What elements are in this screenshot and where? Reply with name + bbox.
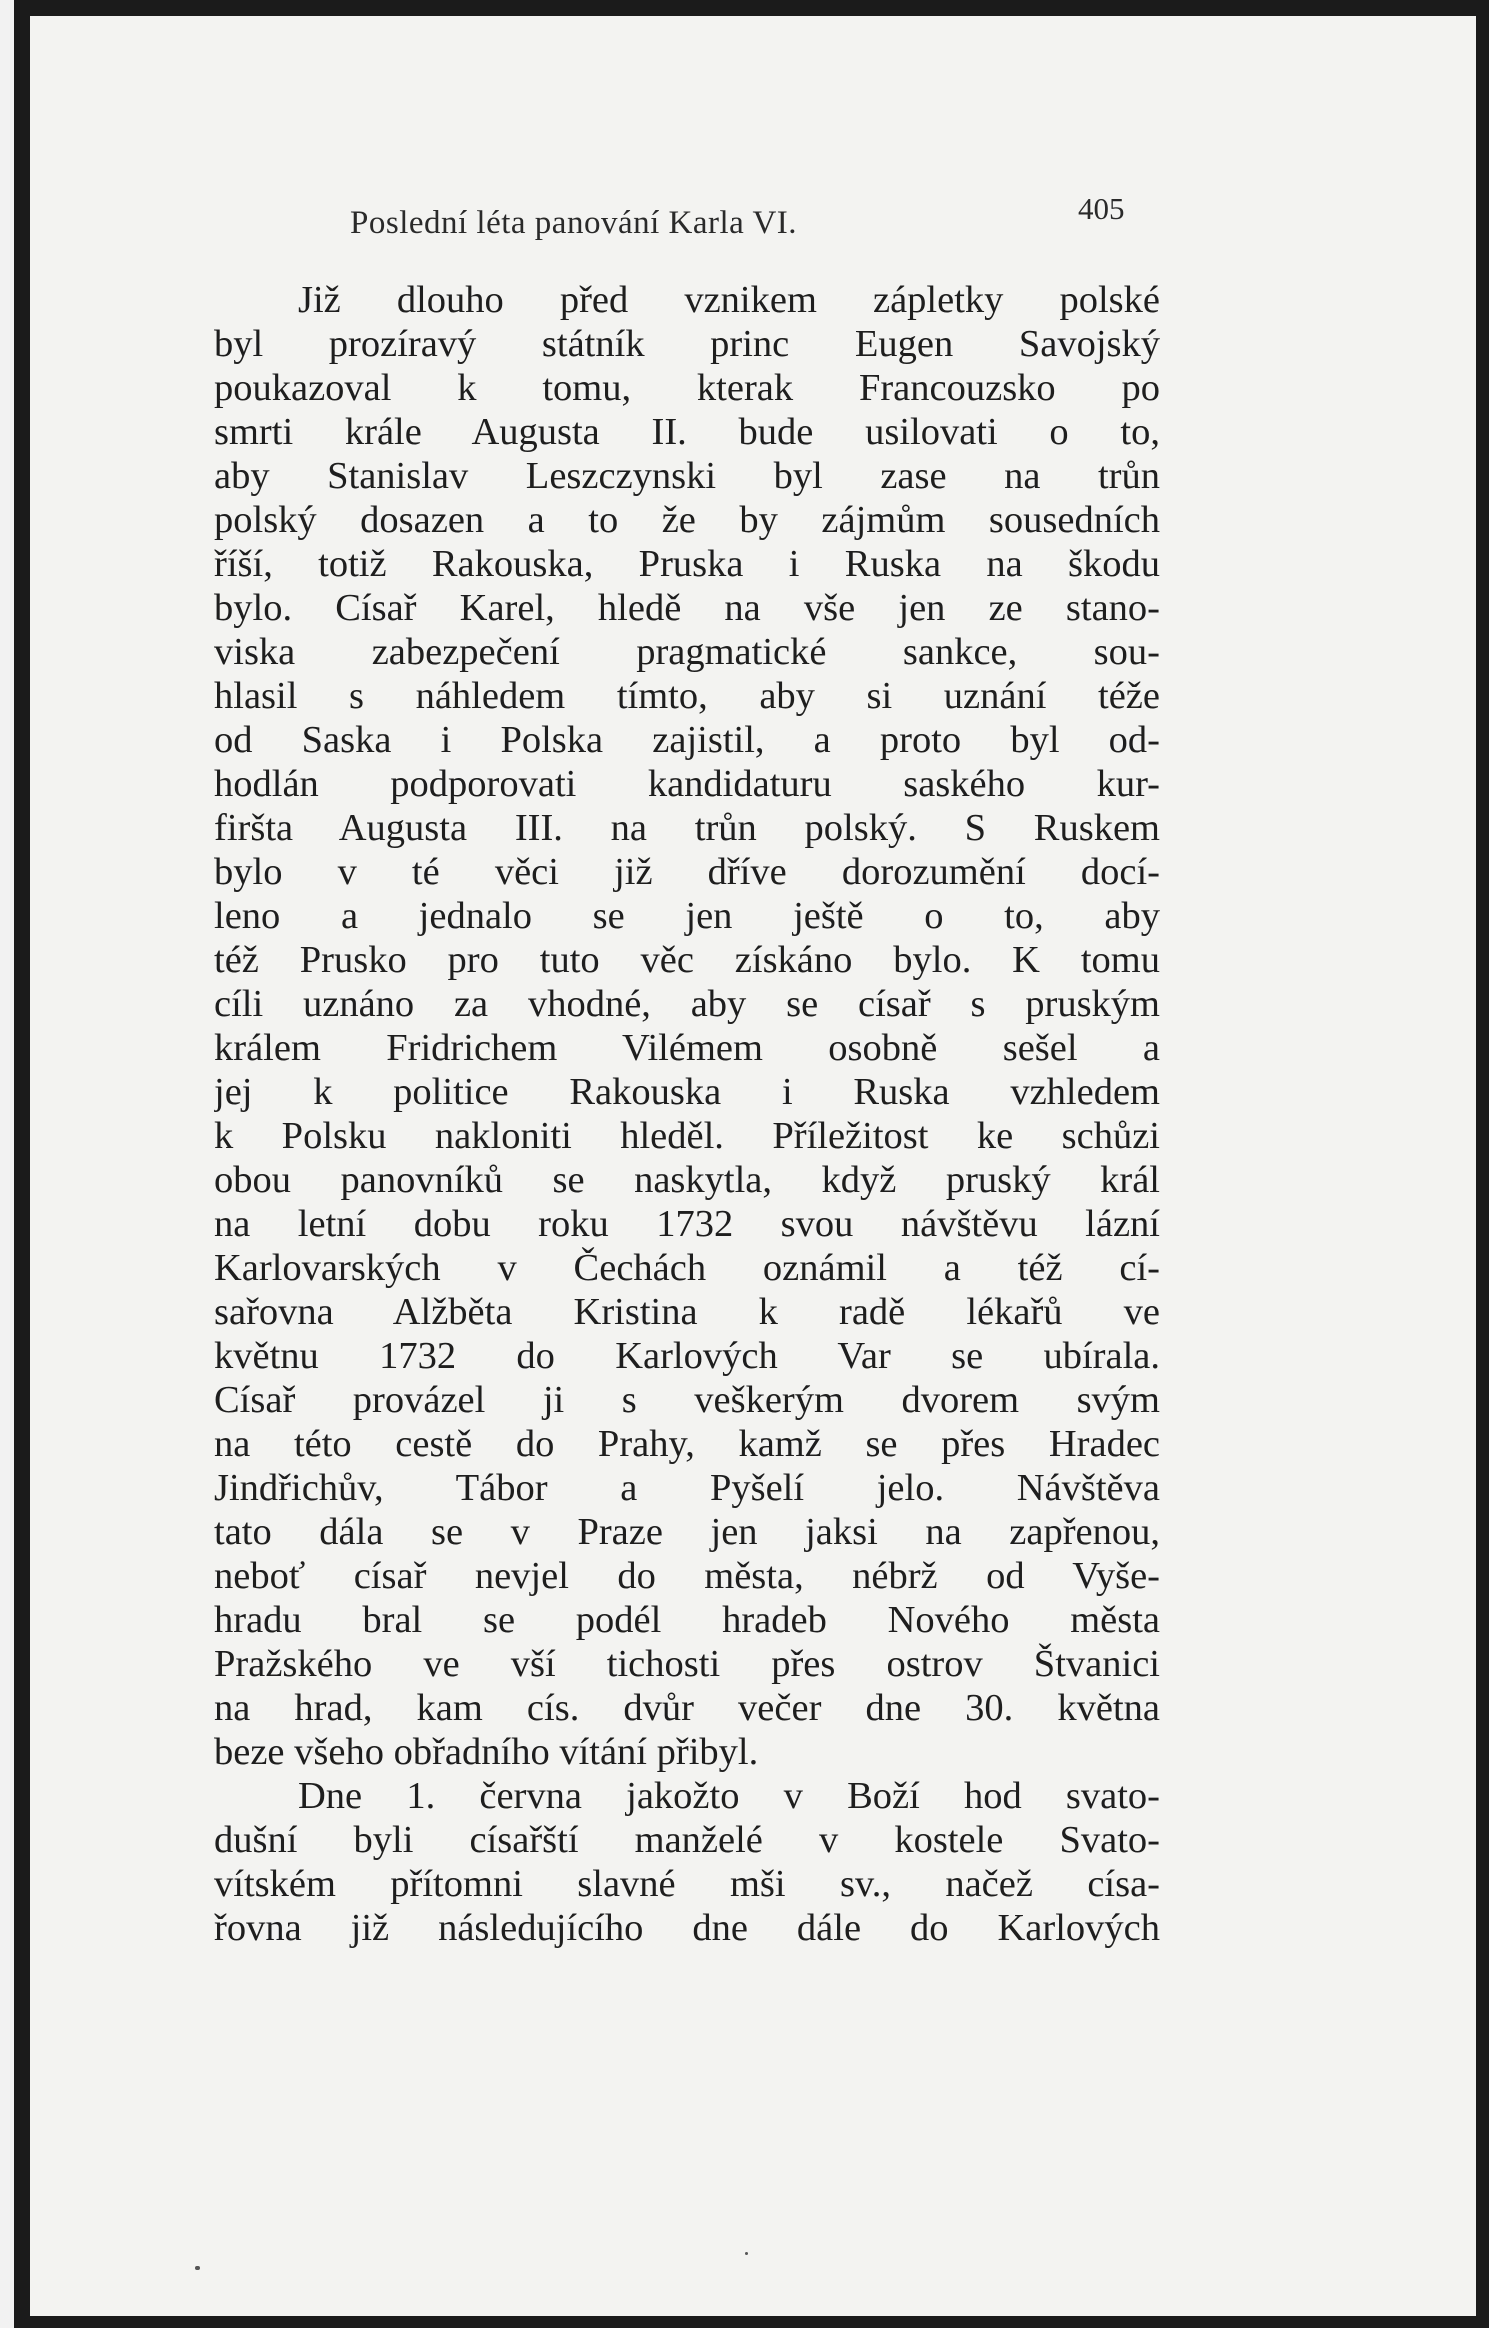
text-line: hodlán podporovati kandidaturu saského kur- (214, 763, 1160, 805)
text-line: květnu 1732 do Karlových Var se ubírala. (214, 1335, 1160, 1377)
text-line: Císař provázel ji s veškerým dvorem svým (214, 1379, 1160, 1421)
running-header (30, 191, 1476, 251)
text-line: bylo. Císař Karel, hledě na vše jen ze stano- (214, 587, 1160, 629)
text-line: byl prozíravý státník princ Eugen Savojský (214, 323, 1160, 365)
text-line: Pražského ve vší tichosti přes ostrov Štvanici (214, 1643, 1160, 1685)
text-line: od Saska i Polska zajistil, a proto byl od- (214, 719, 1160, 761)
text-line: Jindřichův, Tábor a Pyšelí jelo. Návštěva (214, 1467, 1160, 1509)
text-line: Karlovarských v Čechách oznámil a též cí- (214, 1247, 1160, 1289)
text-line: smrti krále Augusta II. bude usilovati o to, (214, 411, 1160, 453)
text-line: králem Fridrichem Vilémem osobně sešel a (214, 1027, 1160, 1069)
text-line: Již dlouho před vznikem zápletky polské (298, 279, 1160, 321)
running-title: Poslední léta panování Karla VI. (350, 205, 798, 241)
text-line: vítském přítomni slavné mši sv., načež císa- (214, 1863, 1160, 1905)
scan-speck (195, 2266, 200, 2270)
text-line: tato dála se v Praze jen jaksi na zapřenou, (214, 1511, 1160, 1553)
text-line: říší, totiž Rakouska, Pruska i Ruska na škodu (214, 543, 1160, 585)
text-line: na letní dobu roku 1732 svou návštěvu lázní (214, 1203, 1160, 1245)
page-number: 405 (1078, 191, 1125, 226)
text-line: beze všeho obřadního vítání přibyl. (214, 1731, 759, 1773)
text-line: dušní byli císařští manželé v kostele Svato- (214, 1819, 1160, 1861)
text-line: Dne 1. června jakožto v Boží hod svato- (298, 1775, 1160, 1817)
scan-speck (745, 2252, 748, 2255)
text-line: sařovna Alžběta Kristina k radě lékařů ve (214, 1291, 1160, 1333)
text-line: též Prusko pro tuto věc získáno bylo. K tomu (214, 939, 1160, 981)
text-line: poukazoval k tomu, kterak Francouzsko po (214, 367, 1160, 409)
text-line: cíli uznáno za vhodné, aby se císař s pruským (214, 983, 1160, 1025)
text-line: firšta Augusta III. na trůn polský. S Ruskem (214, 807, 1160, 849)
text-line: hradu bral se podél hradeb Nového města (214, 1599, 1160, 1641)
text-line: k Polsku nakloniti hleděl. Příležitost ke schůzi (214, 1115, 1160, 1157)
text-line: aby Stanislav Leszczynski byl zase na trůn (214, 455, 1160, 497)
text-line: obou panovníků se naskytla, když pruský král (214, 1159, 1160, 1201)
text-line: leno a jednalo se jen ještě o to, aby (214, 895, 1160, 937)
book-page (30, 16, 1476, 2316)
text-line: neboť císař nevjel do města, nébrž od Vyše- (214, 1555, 1160, 1597)
body-text (214, 278, 1160, 1950)
text-line: bylo v té věci již dříve dorozumění docí- (214, 851, 1160, 893)
text-line: řovna již následujícího dne dále do Karlových (214, 1907, 1160, 1949)
scan-left-margin (0, 0, 14, 2328)
text-line: na hrad, kam cís. dvůr večer dne 30. května (214, 1687, 1160, 1729)
text-line: polský dosazen a to že by zájmům sousedních (214, 499, 1160, 541)
text-line: hlasil s náhledem tímto, aby si uznání téže (214, 675, 1160, 717)
text-line: jej k politice Rakouska i Ruska vzhledem (214, 1071, 1160, 1113)
text-line: viska zabezpečení pragmatické sankce, sou- (214, 631, 1160, 673)
text-line: na této cestě do Prahy, kamž se přes Hradec (214, 1423, 1160, 1465)
